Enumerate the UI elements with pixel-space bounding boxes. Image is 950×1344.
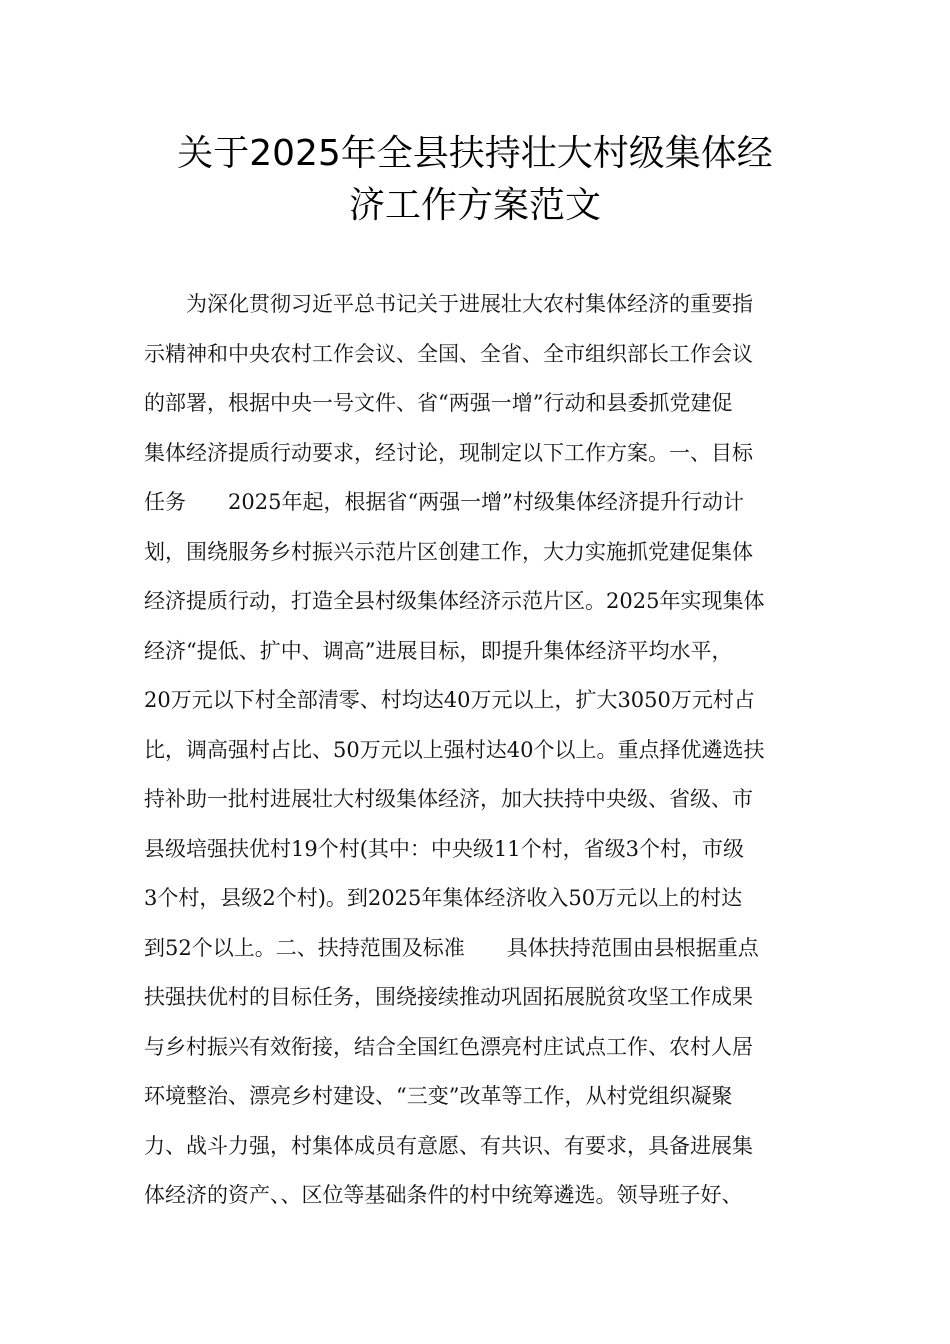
- body-line: 环境整治、漂亮乡村建设、“三变”改革等工作，从村党组织凝聚: [144, 1084, 733, 1108]
- body-line: 体经济的资产、、区位等基础条件的村中统筹遴选。领导班子好、: [144, 1183, 743, 1207]
- body-line: 为深化贯彻习近平总书记关于进展壮大农村集体经济的重要指: [186, 292, 753, 316]
- document-title: [100, 128, 850, 232]
- body-line: 3个村，县级2个村)。到2025年集体经济收入50万元以上的村达: [144, 886, 743, 910]
- body-line: 持补助一批村进展壮大村级集体经济，加大扶持中央级、省级、市: [144, 787, 753, 811]
- title-line-2: 济工作方案范文: [348, 185, 601, 226]
- body-line: 集体经济提质行动要求，经讨论，现制定以下工作方案。一、目标: [144, 440, 753, 465]
- body-line: 扶强扶优村的目标任务，围绕接续推动巩固拓展脱贫攻坚工作成果: [144, 985, 753, 1009]
- body-line: 20万元以下村全部清零、村均达40万元以上，扩大3050万元村占: [144, 688, 755, 712]
- body-line: 经济提质行动，打造全县村级集体经济示范片区。2025年实现集体: [144, 589, 765, 613]
- body-line: 到52个以上。二、扶持范围及标准 具体扶持范围由县根据重点: [144, 935, 759, 960]
- body-line: 与乡村振兴有效衔接，结合全国红色漂亮村庄试点工作、农村人居: [144, 1034, 753, 1059]
- body-line: 划，围绕服务乡村振兴示范片区创建工作，大力实施抓党建促集体: [144, 539, 753, 564]
- document-body: [144, 280, 824, 1221]
- body-line: 力、战斗力强，村集体成员有意愿、有共识、有要求，具备进展集: [144, 1133, 753, 1158]
- body-line: 经济“提低、扩中、调高”进展目标，即提升集体经济平均水平，: [144, 638, 733, 663]
- body-line: 比，调高强村占比、50万元以上强村达40个以上。重点择优遴选扶: [144, 737, 765, 762]
- body-line: 任务 2025年起，根据省“两强一增”村级集体经济提升行动计: [144, 490, 744, 514]
- body-line: 县级培强扶优村19个村(其中：中央级11个村，省级3个村，市级: [144, 836, 744, 861]
- title-line-1: 关于2025年全县扶持壮大村级集体经: [177, 133, 773, 174]
- body-line: 示精神和中央农村工作会议、全国、全省、全市组织部长工作会议: [144, 341, 753, 366]
- body-line: 的部署，根据中央一号文件、省“两强一增”行动和县委抓党建促: [144, 391, 733, 415]
